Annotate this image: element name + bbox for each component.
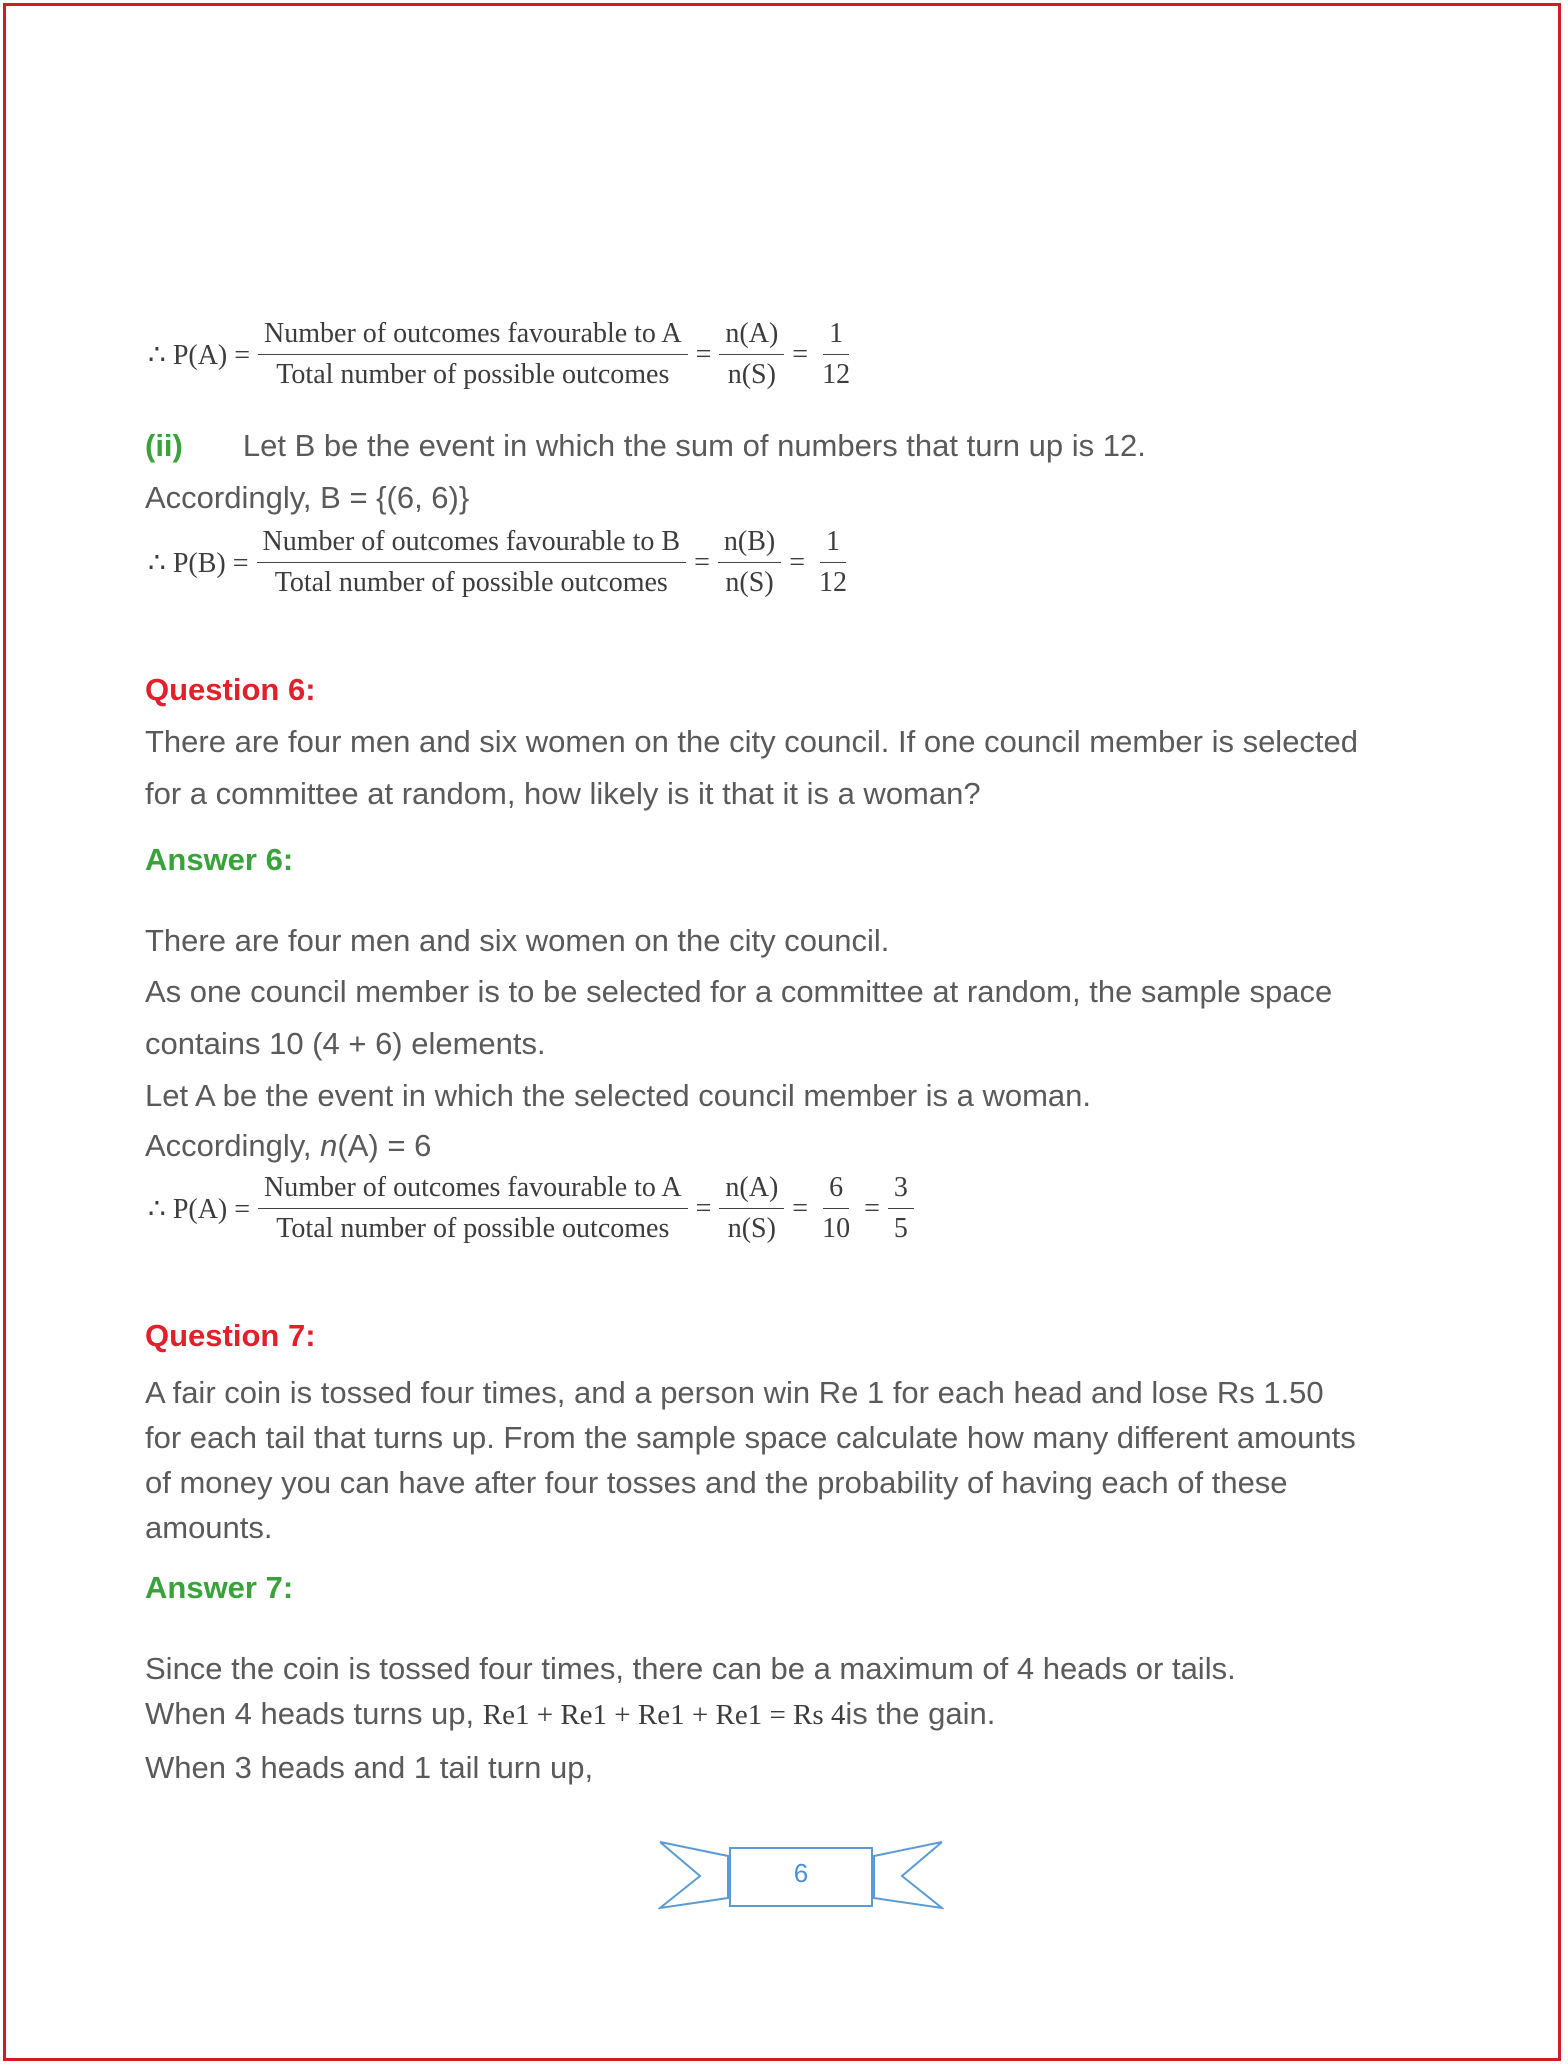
answer-7-line2: When 4 heads turns up, Re1 + Re1 + Re1 + Re1 = Rs 4is the gain.: [145, 1696, 996, 1731]
answer-6-heading: Answer 6:: [145, 842, 294, 877]
answer-6-line4: Let A be the event in which the selected council member is a woman.: [145, 1078, 1092, 1113]
fraction-n: $\frac{n(A)}{n(S)}$: [719, 318, 784, 391]
answer-6-line2: As one council member is to be selected for a committee at random, the sample space: [145, 974, 1333, 1009]
formula-lhs: ∴ P(A) =: [148, 339, 251, 371]
part-ii-text: Let B be the event in which the sum of numbers that turn up is 12.: [242, 428, 1146, 463]
fraction-n: $\frac{n(A)}{n(S)}$: [719, 1172, 784, 1245]
question-7-text: A fair coin is tossed four times, and a person win Re 1 for each head and lose Rs 1.50 for each tail that turns up. From the sample space calculate how many different amounts of money you can have after four tosses and the probability of having each of these amounts.: [145, 1375, 1356, 1545]
formula-lhs: ∴ P(B) =: [148, 547, 249, 579]
question-7-heading: Question 7:: [145, 1318, 316, 1353]
part-ii-label: (ii): [145, 428, 183, 463]
answer-7-heading: Answer 7:: [145, 1570, 294, 1605]
answer-7-line3: When 3 heads and 1 tail turn up,: [145, 1750, 594, 1785]
fraction-n: $\frac{n(B)}{n(S)}$: [718, 526, 781, 599]
formula-lhs: ∴ P(A) =: [148, 1193, 251, 1225]
answer-6-line1: There are four men and six women on the city council.: [145, 923, 890, 958]
fraction-favourable: $\frac{\text{Number of outcomes favourable to B}}{\text{Total number of possible outcomes}}$: [257, 526, 687, 599]
fraction-value: $\frac{6}{10}$: [822, 1172, 851, 1244]
inline-math-gain: Re1 + Re1 + Re1 + Re1 = Rs 4: [482, 1699, 846, 1731]
page-number: 6: [793, 1858, 809, 1888]
formula-pb: ∴ P(B) = $\frac{\text{Number of outcomes favourable to B}}{\text{Total number of possible outcomes}}$ = $\frac{n(B)}{n(S)}$ = $\frac{1}{12}$: [148, 526, 857, 599]
part-ii-line: [145, 428, 1146, 464]
part-ii-accordingly: Accordingly, B = {(6, 6)}: [145, 480, 470, 515]
formula-pa-2: ∴ P(A) = $\frac{\text{Number of outcomes favourable to A}}{\text{Total number of possible outcomes}}$ = $\frac{n(A)}{n(S)}$ = $\frac{6}{10}$ = $\frac{3}{5}$: [148, 1172, 918, 1245]
fraction-value: $\frac{1}{12}$: [822, 318, 851, 390]
fraction-favourable: $\frac{\text{Number of outcomes favourable to A}}{\text{Total number of possible outcomes}}$: [258, 1172, 688, 1245]
formula-pa-1: ∴ P(A) = $\frac{\text{Number of outcomes favourable to A}}{\text{Total number of possible outcomes}}$ = $\frac{n(A)}{n(S)}$ = $\frac{1}{12}$: [148, 318, 860, 391]
answer-6-line5: Accordingly, n(A) = 6: [145, 1128, 432, 1163]
answer-7-line1: Since the coin is tossed four times, there can be a maximum of 4 heads or tails.: [145, 1651, 1236, 1686]
fraction-favourable: $\frac{\text{Number of outcomes favourable to A}}{\text{Total number of possible outcomes}}$: [258, 318, 688, 391]
answer-6-line3: contains 10 (4 + 6) elements.: [145, 1026, 546, 1061]
fraction-value: $\frac{1}{12}$: [819, 526, 847, 598]
question-6-text: There are four men and six women on the city council. If one council member is selected for a committee at random, how likely is it that it is a woman?: [145, 724, 1359, 811]
page-number-ribbon: [658, 1836, 944, 1916]
fraction-simplified: $\frac{3}{5}$: [888, 1172, 914, 1245]
question-6-heading: Question 6:: [145, 672, 316, 707]
